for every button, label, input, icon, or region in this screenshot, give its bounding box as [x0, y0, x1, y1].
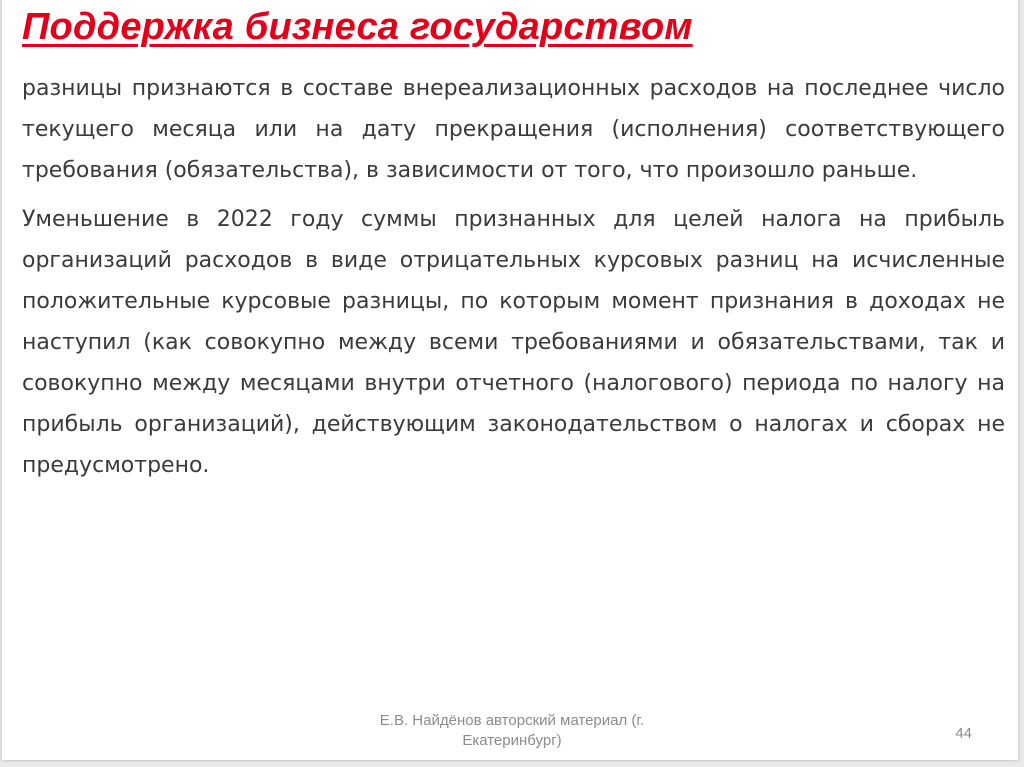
- body-paragraph-1: разницы признаются в составе внереализационных расходов на последнее число текущего месяца или на дату прекращения (исполнения) соответствующего требования (обязательства), в зависимости от того, что произошло раньше.: [22, 76, 1005, 183]
- body-paragraph-2: Уменьшение в 2022 году суммы признанных для целей налога на прибыль организаций расходов в виде отрицательных курсовых разниц на исчисленные положительные курсовые разницы, по которым момент признания в доходах не наступил (как совокупно между всеми требованиями и обязательствами, так и совокупно между месяцами внутри отчетного (налогового) периода по налогу на прибыль организаций), действующим законодательством о налогах и сборах не предусмотрено.: [22, 207, 1005, 478]
- slide-body: [22, 68, 1005, 486]
- slide-page-number: 44: [955, 725, 972, 742]
- footer-credit-line-2: Екатеринбург): [462, 732, 562, 749]
- footer-author-credit: [342, 711, 682, 751]
- presentation-slide: [2, 0, 1018, 760]
- footer-credit-line-1: Е.В. Найдёнов авторский материал (г.: [379, 712, 645, 729]
- slide-title: Поддержка бизнеса государством: [22, 6, 693, 48]
